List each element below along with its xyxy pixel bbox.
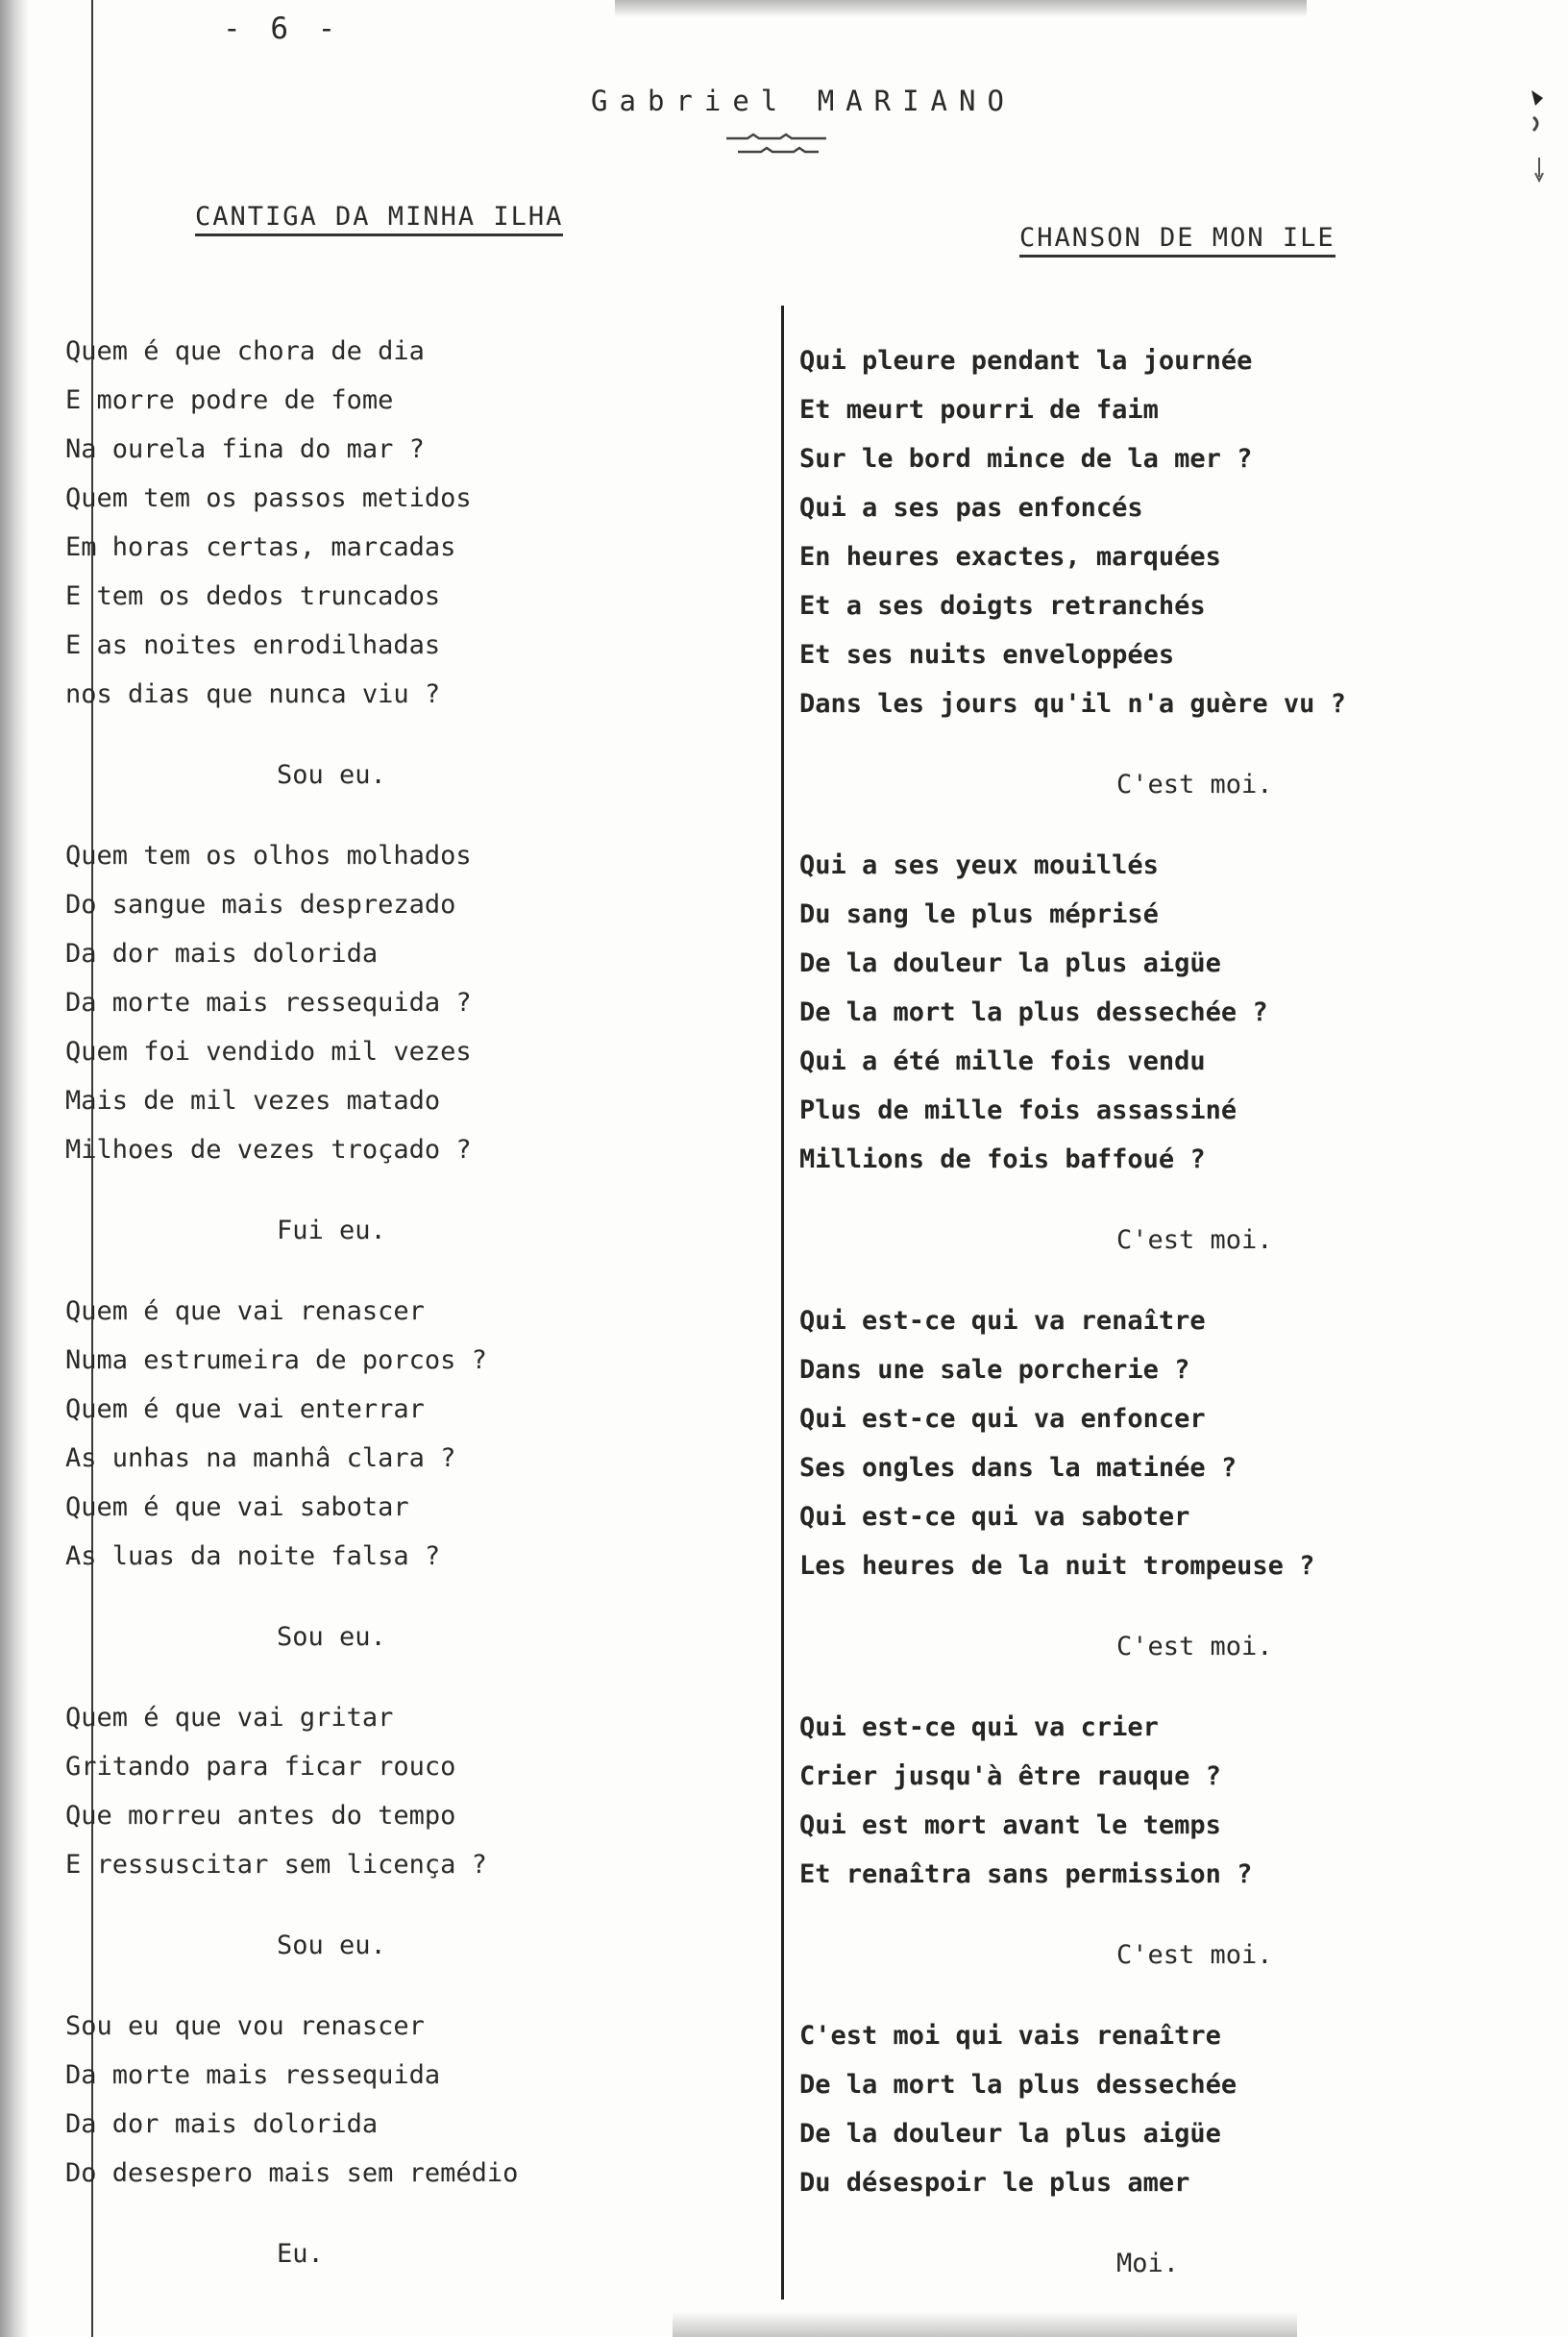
scan-edge-shadow	[0, 0, 29, 2337]
page-number: - 6 -	[223, 12, 342, 46]
portuguese-verse-line: Quem é que vai renascer	[65, 1296, 425, 1326]
portuguese-verse-line: E tem os dedos truncados	[65, 581, 441, 611]
stanza-gap	[65, 2198, 518, 2229]
french-verse-line: En heures exactes, marquées	[799, 542, 1221, 572]
french-refrain: C'est moi.	[1116, 1940, 1273, 1970]
french-verse-line: De la mort la plus dessechée	[799, 2070, 1237, 2100]
french-verse-line: C'est moi qui vais renaître	[799, 2021, 1221, 2051]
stanza-gap	[65, 1581, 518, 1612]
portuguese-refrain: Fui eu.	[277, 1216, 386, 1245]
french-verse-line: Les heures de la nuit trompeuse ?	[799, 1551, 1315, 1581]
french-verse-line: Et ses nuits enveloppées	[799, 640, 1175, 670]
portuguese-verse-line: Em horas certas, marcadas	[65, 532, 456, 562]
portuguese-verse-line: Da morte mais ressequida	[65, 2060, 441, 2090]
french-verse-line: Et renaîtra sans permission ?	[799, 1859, 1253, 1889]
portuguese-verse-line: Da dor mais dolorida	[65, 2109, 379, 2139]
stanza-gap	[799, 2288, 1346, 2320]
stanza-gap	[799, 1899, 1346, 1931]
portuguese-verse-line: nos dias que nunca viu ?	[65, 679, 441, 709]
stanza-gap	[65, 719, 518, 750]
french-verse-line: De la mort la plus dessechée ?	[799, 997, 1268, 1027]
french-verse-line: Crier jusqu'à être rauque ?	[799, 1761, 1221, 1791]
portuguese-verse-line: Quem é que vai enterrar	[65, 1394, 425, 1424]
portuguese-verse-line: Quem tem os olhos molhados	[65, 841, 472, 871]
portuguese-verse-line: Numa estrumeira de porcos ?	[65, 1345, 487, 1375]
stanza-gap	[65, 1970, 518, 2002]
stanza-gap	[799, 728, 1346, 760]
stanza-gap	[65, 1255, 518, 1287]
portuguese-verse-line: Gritando para ficar rouco	[65, 1752, 456, 1782]
stanza-gap	[65, 1661, 518, 1693]
french-refrain: Moi.	[1116, 2249, 1180, 2278]
french-verse-line: Qui a ses pas enfoncés	[799, 493, 1143, 523]
stanza-gap	[799, 1671, 1346, 1703]
scan-smudge-top	[615, 0, 1307, 17]
portuguese-verse-line: Da dor mais dolorida	[65, 939, 379, 969]
portuguese-verse-line: As luas da noite falsa ?	[65, 1541, 441, 1571]
french-verse-line: Sur le bord mince de la mer ?	[799, 444, 1253, 474]
french-verse-line: Millions de fois baffoué ?	[799, 1144, 1206, 1174]
french-verse-line: Dans une sale porcherie ?	[799, 1355, 1190, 1385]
stanza-gap	[799, 1265, 1346, 1296]
french-verse-line: Qui est-ce qui va enfoncer	[799, 1404, 1206, 1434]
french-verse-line: Du désespoir le plus amer	[799, 2168, 1190, 2198]
portuguese-verse-line: Quem é que vai gritar	[65, 1703, 394, 1733]
french-verse-line: Qui est-ce qui va crier	[799, 1712, 1159, 1742]
portuguese-verse-line: Quem é que vai sabotar	[65, 1492, 409, 1522]
portuguese-verse-line: Quem é que chora de dia	[65, 336, 425, 366]
french-verse-line: Et a ses doigts retranchés	[799, 591, 1206, 621]
french-verse-line: Dans les jours qu'il n'a guère vu ?	[799, 689, 1346, 719]
portuguese-verse-line: Do sangue mais desprezado	[65, 890, 456, 920]
portuguese-refrain: Sou eu.	[277, 760, 386, 790]
stanza-gap	[799, 1590, 1346, 1622]
french-verse-line: Du sang le plus méprisé	[799, 899, 1159, 929]
portuguese-verse-line: E morre podre de fome	[65, 385, 394, 415]
french-verse-line: Ses ongles dans la matinée ?	[799, 1453, 1237, 1483]
stanza-gap	[65, 800, 518, 831]
stanza-gap	[799, 809, 1346, 841]
french-refrain: C'est moi.	[1116, 770, 1273, 800]
french-verse-line: Et meurt pourri de faim	[799, 395, 1159, 425]
stanza-gap	[799, 2207, 1346, 2239]
stanza-gap	[65, 1174, 518, 1206]
portuguese-verse-line: Quem tem os passos metidos	[65, 483, 472, 513]
portuguese-verse-line: E as noites enrodilhadas	[65, 630, 441, 660]
portuguese-verse-line: Da morte mais ressequida ?	[65, 988, 472, 1018]
portuguese-refrain: Sou eu.	[277, 1931, 386, 1960]
portuguese-verse-line: Que morreu antes do tempo	[65, 1801, 456, 1831]
portuguese-refrain: Sou eu.	[277, 1622, 386, 1652]
portuguese-verse-line: Quem foi vendido mil vezes	[65, 1037, 472, 1067]
portuguese-verse-line: E ressuscitar sem licença ?	[65, 1850, 487, 1880]
french-column	[799, 336, 1346, 2320]
french-verse-line: Qui a été mille fois vendu	[799, 1046, 1206, 1076]
portuguese-verse-line: Sou eu que vou renascer	[65, 2011, 425, 2041]
stanza-gap	[799, 1184, 1346, 1216]
french-verse-line: Qui est-ce qui va saboter	[799, 1502, 1190, 1532]
portuguese-verse-line: As unhas na manhâ clara ?	[65, 1443, 456, 1473]
french-refrain: C'est moi.	[1116, 1225, 1273, 1255]
author-name: Gabriel MARIANO	[591, 85, 1016, 117]
french-verse-line: Qui est-ce qui va renaître	[799, 1306, 1206, 1336]
french-refrain: C'est moi.	[1116, 1632, 1273, 1661]
poem-title-portuguese: CANTIGA DA MINHA ILHA	[195, 202, 563, 236]
portuguese-verse-line: Mais de mil vezes matado	[65, 1086, 441, 1116]
stanza-gap	[65, 1889, 518, 1921]
column-divider	[781, 306, 784, 2300]
french-verse-line: Qui pleure pendant la journée	[799, 346, 1253, 376]
portuguese-verse-line: Na ourela fina do mar ?	[65, 434, 425, 464]
poem-title-french: CHANSON DE MON ILE	[1019, 223, 1335, 258]
french-verse-line: Qui est mort avant le temps	[799, 1810, 1221, 1840]
portuguese-column	[65, 327, 518, 2310]
stanza-gap	[65, 2278, 518, 2310]
french-verse-line: De la douleur la plus aigüe	[799, 2119, 1221, 2149]
french-verse-line: Qui a ses yeux mouillés	[799, 850, 1159, 880]
french-verse-line: Plus de mille fois assassiné	[799, 1095, 1237, 1125]
title-flourish-icon	[719, 131, 834, 161]
stanza-gap	[799, 1980, 1346, 2011]
portuguese-refrain: Eu.	[277, 2239, 324, 2269]
french-verse-line: De la douleur la plus aigüe	[799, 948, 1221, 978]
portuguese-verse-line: Milhoes de vezes troçado ?	[65, 1135, 472, 1165]
portuguese-verse-line: Do desespero mais sem remédio	[65, 2158, 519, 2188]
